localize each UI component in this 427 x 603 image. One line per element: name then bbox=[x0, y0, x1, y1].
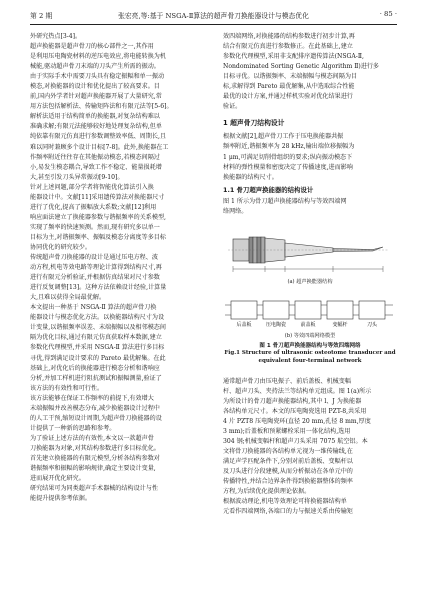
text-line: 根据波动理论,机电等效理论可将换能器结构单 bbox=[223, 498, 347, 506]
header-rule bbox=[30, 24, 397, 25]
text-line: 1 μm,可满足切削骨组织的要求;纵向振动模态下 bbox=[223, 153, 353, 161]
text-line: 协同优化的研究较少。 bbox=[30, 243, 91, 251]
text-line: 元看作四端网络,各端口的力与振速关系由传输矩 bbox=[223, 508, 353, 516]
figure-1a-label: (a) 超声换能器结构 bbox=[287, 278, 333, 285]
text-line: 分析,并加工样机进行阻抗测试和振幅测量,验证了 bbox=[30, 374, 162, 382]
running-title: 张宏亮,等:基于 NSGA-Ⅱ算法的超声骨刀换能器设计与模态优化 bbox=[118, 12, 309, 20]
text-line: 参数化代理模型,采用非支配排序遗传算法(NSGA-Ⅱ, bbox=[223, 53, 364, 61]
text-line: 前,国内外学者针对超声换能器开展了大量研究,常 bbox=[30, 93, 162, 101]
network-part-labels bbox=[236, 321, 378, 328]
text-line: 根据文献[2],超声骨刀工作于压电换能器共振 bbox=[223, 133, 344, 141]
text-line: 进行反复调整[13]。这种方法依赖设计经验,计算量 bbox=[30, 284, 167, 292]
text-line: 结合有限元仿真进行参数修正。在此基础上,建立 bbox=[223, 43, 353, 51]
text-line: 为所设计的骨刀超声换能器结构,其中 l、J 为换能器 bbox=[223, 397, 362, 405]
text-line: 计提供了一种新的思路和参考。 bbox=[30, 424, 116, 432]
text-line: 针对上述问题,部分学者将智能优化算法引入换 bbox=[30, 183, 154, 191]
section-1-1-text bbox=[223, 197, 397, 217]
text-line: 隔为优化目标,通过有限元仿真获取样本数据,建立 bbox=[30, 334, 162, 342]
text-line: 络网络。 bbox=[223, 207, 248, 215]
text-line: 械能,驱动超声骨刀末端的刀头产生所需的振动。 bbox=[30, 63, 160, 71]
text-line: 计变量,以谐振频率误差、末端振幅以及相邻模态间 bbox=[30, 324, 166, 332]
text-line: 验证。 bbox=[223, 103, 242, 111]
text-line: 基础上,对优化后的换能器进行模态分析和谐响应 bbox=[30, 364, 160, 372]
text-line: 4 片 PZT8 压电陶瓷环(直径 20 mm,孔径 8 mm,厚度 bbox=[223, 417, 371, 425]
text-line bbox=[30, 544, 204, 554]
figure-caption-cn: 图 1 骨刀超声换能器结构与等效四端网络 bbox=[259, 342, 361, 349]
text-line: 能器设计与模态优化方法。以换能器结构尺寸为设 bbox=[30, 314, 165, 322]
network-part-label: 刀头 bbox=[366, 321, 378, 328]
text-line: 寻优,得到满足设计要求的 Pareto 最优解集。在此 bbox=[30, 354, 166, 362]
text-line: 大,且难以获得全局最优解。 bbox=[30, 294, 106, 302]
text-line: 传统超声骨刀换能器的设计是通过压电方程、波 bbox=[30, 254, 158, 262]
text-line bbox=[30, 504, 204, 514]
text-line: 304 钢;机械变幅杆和超声刀头采用 7075 航空铝。本 bbox=[223, 438, 368, 446]
text-line: 外研究热点[3-4]。 bbox=[30, 33, 82, 40]
text-line: 作频率附近往往存在其他振动模态,若模态间隔过 bbox=[30, 153, 160, 161]
text-line: 材料的弹性模量和密度决定了传播速度,进而影响 bbox=[223, 163, 353, 171]
section-1-text bbox=[223, 132, 397, 182]
figure-caption-en-2: equivalent four-terminal network bbox=[258, 357, 362, 364]
text-line: 换能器的结构尺寸。 bbox=[223, 173, 278, 181]
text-line: 该方法能够在保证工作频率的前提下,有效增大 bbox=[30, 394, 154, 402]
text-line bbox=[30, 524, 204, 534]
text-line: 末端振幅并改善模态分布,减少换能器设计过程中 bbox=[30, 404, 160, 412]
page-header bbox=[30, 10, 397, 22]
text-line: 动方程,机电等效电路等理论计算得到结构尺寸,再 bbox=[30, 264, 162, 272]
transducer-drawing bbox=[228, 237, 388, 272]
text-line: 及刀头进行分段建模,从而分析振动在各单元中的 bbox=[223, 468, 353, 476]
section-1-heading: 1 超声骨刀结构设计 bbox=[223, 119, 285, 128]
text-line: 进行了优化,提高了振幅放大系数;文献[12]利用 bbox=[30, 203, 157, 211]
text-line: 目标寻优。以谐振频率、末端振幅与模态间隔为目 bbox=[223, 73, 358, 81]
text-line bbox=[30, 514, 204, 524]
text-line: 谐振频率和振幅的影响规律,确定主要设计变量, bbox=[30, 465, 156, 473]
text-line: 由于实际手术中需要刀头具有稳定振幅和单一振动 bbox=[30, 73, 165, 81]
text-line: 参数化代理模型,并采用 NSGA-Ⅱ 算法进行多目标 bbox=[30, 344, 165, 352]
network-part-label: 后盖板 bbox=[236, 321, 252, 328]
network-part-label: 压电陶瓷 bbox=[265, 321, 287, 328]
network-part-label: 前盖板 bbox=[300, 321, 316, 328]
text-line: 杆、超声刀头、夹持法兰等结构单元组成。图 1(a)所示 bbox=[223, 387, 372, 395]
blade-tip-shape bbox=[333, 247, 383, 252]
page-number: · 85 · bbox=[379, 10, 397, 18]
text-line: 标,求解得到 Pareto 最优解集,从中选取综合性能 bbox=[223, 83, 355, 91]
right-top-text bbox=[223, 32, 397, 112]
text-line: 能提升提供参考依据。 bbox=[30, 495, 91, 503]
network-part-label: 变幅杆 bbox=[332, 321, 348, 328]
figure-1-caption bbox=[223, 343, 397, 365]
text-line: 响应面法建立了换能器参数与谐振频率的关系模型, bbox=[30, 213, 166, 221]
text-line: 刀换能器为对象,对其结构参数进行多目标优化。 bbox=[30, 444, 160, 452]
text-line: 准确求解;有限元法能够较好地处理复杂结构,但单 bbox=[30, 123, 162, 131]
text-line: 各结构单元尺寸。本文的压电陶瓷选用 PZT-8,共采用 bbox=[223, 407, 367, 415]
text-line: 本文提出一种基于 NSGA-Ⅱ 算法的超声骨刀换 bbox=[30, 304, 157, 312]
figure-1 bbox=[223, 223, 397, 373]
left-column bbox=[30, 32, 204, 575]
text-line: 模态,对换能器的设计和优化提出了较高要求。目 bbox=[30, 83, 160, 91]
text-line: 实现了频率的快速预测。然而,现有研究多以单一 bbox=[30, 223, 160, 231]
text-line: 最优的设计方案,并通过样机实验对优化结果进行 bbox=[223, 93, 353, 101]
text-line: 研究结果可为同类超声手术器械的结构设计与性 bbox=[30, 485, 158, 493]
text-line bbox=[30, 554, 204, 564]
text-line: 超声换能器是超声骨刀的核心部件之一,其作用 bbox=[30, 43, 154, 51]
figure-1b-label: (b) 等效四端网络模型 bbox=[284, 332, 336, 339]
text-line: 难以同时兼顾多个设计目标[7-8]。此外,换能器在工 bbox=[30, 143, 169, 151]
text-line: 通常超声骨刀由压电振子、前后盖板、机械变幅 bbox=[223, 377, 351, 385]
text-line: 首先建立换能器的有限元模型,分析各结构参数对 bbox=[30, 454, 160, 462]
figure-caption-en-1: Fig.1 Structure of ultrasonic osteotome transducer and bbox=[224, 350, 396, 357]
text-line: 能器设计中。文献[11]采用遗传算法对换能器尺寸 bbox=[30, 193, 165, 201]
text-line: 大,甚至引发刀头异常振动[9-10]。 bbox=[30, 173, 124, 181]
right-column bbox=[223, 32, 397, 517]
text-line: 方程,为后续优化提供理论依据。 bbox=[223, 488, 311, 496]
issue-number: 第 2 期 bbox=[30, 12, 53, 20]
section-1-1-heading: 1.1 骨刀超声换能器的结构设计 bbox=[223, 185, 314, 194]
text-line: 进而展开优化研究。 bbox=[30, 475, 85, 483]
text-line: 为了验证上述方法的有效性,本文以一款超声骨 bbox=[30, 434, 154, 442]
network-drawing bbox=[225, 301, 393, 319]
text-line: 进行有限元分析验证,并根据仿真结果对尺寸参数 bbox=[30, 274, 160, 282]
right-bottom-text bbox=[223, 377, 397, 518]
text-line: 是利用压电陶瓷材料的逆压电效应,将电能转换为机 bbox=[30, 53, 166, 61]
text-line: 解析法适用于结构简单的换能器,对复杂结构难以 bbox=[30, 113, 160, 121]
text-line: 的人工干预,缩短设计周期,为超声骨刀换能器的设 bbox=[30, 414, 162, 422]
text-line: 该方法的有效性和可行性。 bbox=[30, 384, 104, 392]
text-line: 效四端网络,对换能器的结构参数进行初步计算,再 bbox=[223, 33, 355, 40]
text-line: 用方法包括解析法、传输矩阵法和有限元法等[5-6]。 bbox=[30, 103, 173, 111]
text-line: 目标为主,对谐振频率、振幅及模态分离度等多目标 bbox=[30, 233, 166, 241]
text-line bbox=[30, 564, 204, 574]
text-line bbox=[30, 534, 204, 544]
text-line: 纯依靠有限元仿真进行参数调整效率低、周期长,且 bbox=[30, 133, 166, 141]
text-line: 小,易发生模态耦合,导致工作不稳定、能量损耗增 bbox=[30, 163, 162, 171]
text-line: 频率附近,谐振频率为 28 kHz,输出端位移振幅为 bbox=[223, 143, 355, 151]
text-line: 文将骨刀换能器的各结构单元视为一维传输线,在 bbox=[223, 448, 353, 456]
text-line: Nondominated Sorting Genetic Algorithm Ⅱ)进行多 bbox=[223, 63, 380, 71]
text-line: 图 1 所示为骨刀超声换能器结构与等效四端网 bbox=[223, 197, 347, 205]
text-line: 3 mm);后盖板和预紧螺栓采用一体化结构,选用 bbox=[223, 428, 351, 436]
text-line: 满足声学匹配条件下,分别对前后盖板、变幅杆以 bbox=[223, 458, 353, 466]
text-line: 传播特性,并结合边界条件得到换能器整体的频率 bbox=[223, 478, 353, 486]
